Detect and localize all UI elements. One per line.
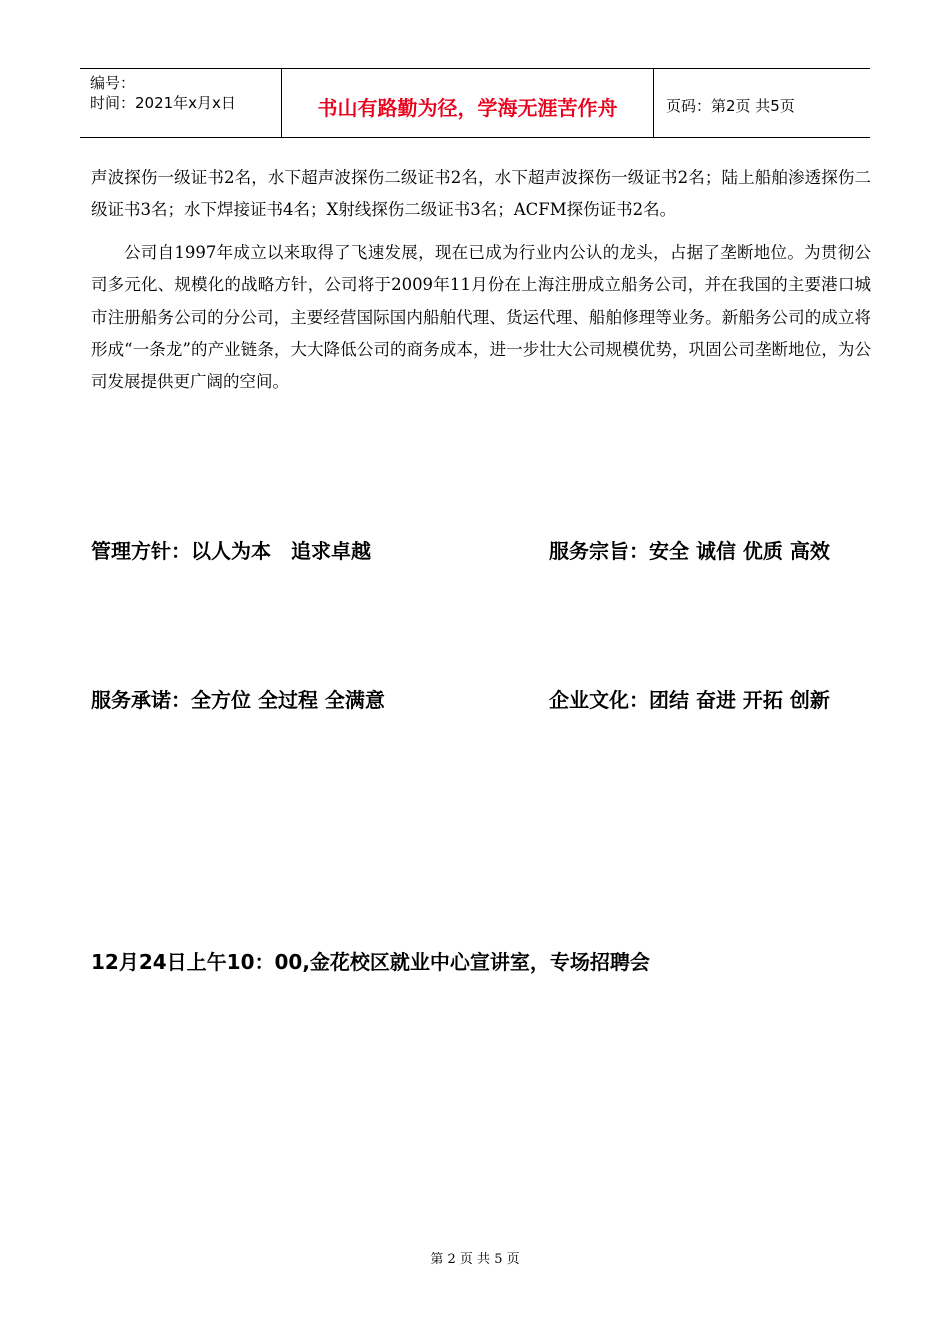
management-policy: 管理方针：以人为本 追求卓越 [91,539,371,563]
number-label: 编号： [90,74,136,92]
header-meta [80,69,282,137]
page-footer: 第 2 页 共 5 页 [430,1252,520,1267]
motto-block-2 [91,663,861,738]
body-text [91,162,871,399]
service-purpose: 服务宗旨：安全 诚信 优质 高效 [549,539,830,563]
header-page-info: 页码：第2页 共5页 [666,96,795,115]
header-slogan: 书山有路勤为径，学海无涯苦作舟 [282,69,654,137]
page-header [80,68,870,138]
paragraph-company-development: 公司自1997年成立以来取得了飞速发展，现在已成为行业内公认的龙头，占据了垄断地位。为贯彻公司多元化、规模化的战略方针，公司将于2009年11月份在上海注册成立船务公司，并在我国的主要港口城市注册船务公司的分公司，主要经营国际国内船舶代理、货运代理、船舶修理等业务。新船务公司的成立将形成“一条龙”的产业链条，大大降低公司的商务成本，进一步壮大公司规模优势，巩固公司垄断地位，为公司发展提供更广阔的空间。 [91,242,871,392]
motto-block-1 [91,514,861,589]
service-promise: 服务承诺：全方位 全过程 全满意 [91,688,385,712]
recruitment-event: 12月24日上午10：00,金花校区就业中心宣讲室，专场招聘会 [91,950,650,974]
corporate-culture: 企业文化：团结 奋进 开拓 创新 [549,688,830,712]
paragraph-certificates: 声波探伤一级证书2名，水下超声波探伤二级证书2名，水下超声波探伤一级证书2名；陆上船舶渗透探伤二级证书3名；水下焊接证书4名；X射线探伤二级证书3名；ACFM探伤证书2名。 [91,168,871,220]
time-label: 时间：2021年x月x日 [90,94,236,112]
